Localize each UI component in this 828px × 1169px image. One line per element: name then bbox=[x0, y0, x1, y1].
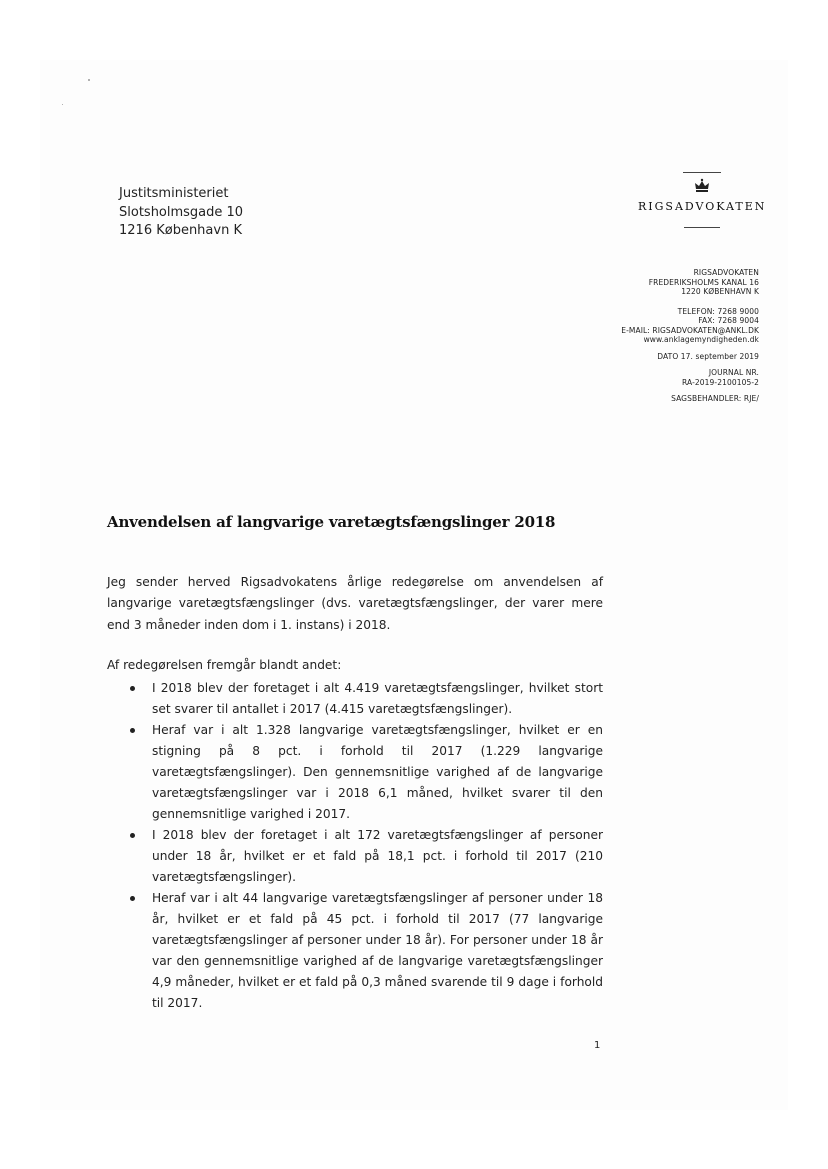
list-item bbox=[107, 678, 603, 720]
list-item-text: I 2018 blev der foretaget i alt 4.419 varetægtsfængslinger, hvilket stort set svarer til antallet i 2017 (4.415 varetægtsfængslinger). bbox=[152, 681, 603, 716]
document-title: Anvendelsen af langvarige varetægtsfængslinger 2018 bbox=[107, 513, 556, 531]
findings-list bbox=[107, 678, 603, 1014]
sender-street: FREDERIKSHOLMS KANAL 16 bbox=[648, 277, 759, 287]
logo-rule-bottom bbox=[684, 227, 720, 228]
journal-label: JOURNAL NR. bbox=[708, 368, 759, 377]
recipient-city: 1216 København K bbox=[119, 223, 242, 238]
scan-speck bbox=[62, 104, 63, 105]
bullet-icon bbox=[130, 728, 135, 733]
list-item bbox=[107, 888, 603, 1014]
intro-paragraph: Jeg sender herved Rigsadvokatens årlige redegørelse om anvendelsen af langvarige varetægtsfængslinger (dvs. varetægtsfængslinger, der varer mere end 3 måneder inden dom i 1. instans) i 2018. bbox=[107, 575, 603, 632]
bullet-icon bbox=[130, 833, 135, 838]
list-item-text: I 2018 blev der foretaget i alt 172 varetægtsfængslinger af personer under 18 år, hvilket er et fald på 18,1 pct. i forhold til 2017 (210 varetægtsfængslinger). bbox=[152, 828, 603, 884]
bullet-icon bbox=[130, 686, 135, 691]
lead-sentence: Af redegørelsen fremgår blandt andet: bbox=[107, 658, 342, 672]
sender-city: 1220 KØBENHAVN K bbox=[681, 287, 759, 296]
scan-speck bbox=[88, 79, 90, 81]
sender-email: E-MAIL: RIGSADVOKATEN@ANKL.DK bbox=[621, 325, 759, 335]
rigsadvokaten-logo bbox=[638, 172, 766, 228]
list-item-text: Heraf var i alt 44 langvarige varetægtsfængslinger af personer under 18 år, hvilket er et fald på 45 pct. i forhold til 2017 (77 langvarige varetægtsfængslinger af personer under 18 år). For personer under 18 år var den gennemsnitlige varighed af de langvarige varetægtsfængslinger 4,9 måneder, hvilket er et fald på 0,3 måned svarende til 9 dage i forhold til 2017. bbox=[152, 891, 603, 1010]
journal-number: RA-2019-2100105-2 bbox=[682, 377, 759, 387]
list-item bbox=[107, 825, 603, 888]
crown-icon bbox=[694, 178, 710, 194]
letter-date: DATO 17. september 2019 bbox=[657, 351, 759, 361]
list-item-text: Heraf var i alt 1.328 langvarige varetægtsfængslinger, hvilket er en stigning på 8 pct. i forhold til 2017 (1.229 langvarige varetægtsfængslinger). Den gennemsnitlige varighed af de langvarige varetægtsfængslinger var i 2018 6,1 måned, hvilket svarer til den gennemsnitlige varighed i 2017. bbox=[152, 723, 603, 821]
recipient-name: Justitsministeriet bbox=[119, 186, 229, 201]
logo-rule-top bbox=[683, 172, 721, 173]
sender-phone: TELEFON: 7268 9000 bbox=[677, 306, 759, 316]
sender-info bbox=[621, 268, 759, 404]
recipient-address bbox=[119, 185, 243, 241]
logo-name: RIGSADVOKATEN bbox=[638, 200, 767, 213]
bullet-icon bbox=[130, 896, 135, 901]
sender-fax: FAX: 7268 9004 bbox=[698, 316, 759, 325]
list-item bbox=[107, 720, 603, 825]
recipient-street: Slotsholmsgade 10 bbox=[119, 204, 244, 220]
sender-name: RIGSADVOKATEN bbox=[693, 268, 759, 277]
page-number: 1 bbox=[594, 1040, 601, 1051]
case-handler: SAGSBEHANDLER: RJE/ bbox=[671, 394, 759, 403]
sender-web: www.anklagemyndigheden.dk bbox=[643, 335, 759, 344]
